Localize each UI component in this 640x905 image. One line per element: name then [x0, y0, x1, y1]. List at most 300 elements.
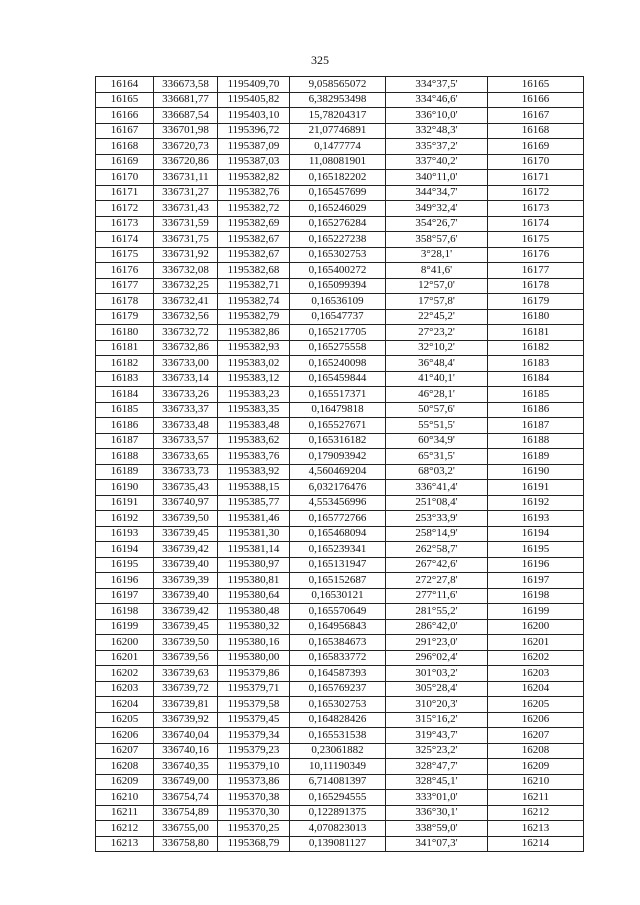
cell-x-coordinate: 336740,04 — [154, 728, 218, 744]
cell-next-point-number: 16173 — [488, 201, 584, 217]
cell-point-number: 16188 — [96, 449, 154, 465]
cell-direction-angle: 354°26,7' — [386, 216, 488, 232]
cell-x-coordinate: 336739,40 — [154, 557, 218, 573]
table-row — [96, 790, 584, 806]
cell-direction-angle: 286°42,0' — [386, 619, 488, 635]
cell-x-coordinate: 336732,72 — [154, 325, 218, 341]
table-row — [96, 526, 584, 542]
cell-y-coordinate: 1195380,97 — [218, 557, 290, 573]
cell-distance: 0,165275558 — [290, 340, 386, 356]
cell-y-coordinate: 1195380,32 — [218, 619, 290, 635]
cell-next-point-number: 16166 — [488, 92, 584, 108]
cell-direction-angle: 46°28,1' — [386, 387, 488, 403]
cell-direction-angle: 262°58,7' — [386, 542, 488, 558]
cell-next-point-number: 16180 — [488, 309, 584, 325]
cell-y-coordinate: 1195379,10 — [218, 759, 290, 775]
cell-point-number: 16167 — [96, 123, 154, 139]
cell-x-coordinate: 336739,63 — [154, 666, 218, 682]
cell-direction-angle: 328°45,1' — [386, 774, 488, 790]
cell-point-number: 16211 — [96, 805, 154, 821]
coordinates-table-body — [96, 77, 584, 852]
cell-y-coordinate: 1195383,23 — [218, 387, 290, 403]
cell-x-coordinate: 336739,50 — [154, 635, 218, 651]
cell-direction-angle: 341°07,3' — [386, 836, 488, 852]
cell-x-coordinate: 336739,40 — [154, 588, 218, 604]
cell-y-coordinate: 1195382,79 — [218, 309, 290, 325]
cell-distance: 0,165531538 — [290, 728, 386, 744]
cell-next-point-number: 16184 — [488, 371, 584, 387]
cell-distance: 0,165302753 — [290, 697, 386, 713]
cell-direction-angle: 336°10,0' — [386, 108, 488, 124]
cell-direction-angle: 55°51,5' — [386, 418, 488, 434]
cell-distance: 0,139081127 — [290, 836, 386, 852]
cell-y-coordinate: 1195370,38 — [218, 790, 290, 806]
table-row — [96, 139, 584, 155]
cell-next-point-number: 16167 — [488, 108, 584, 124]
cell-point-number: 16212 — [96, 821, 154, 837]
cell-next-point-number: 16189 — [488, 449, 584, 465]
cell-y-coordinate: 1195370,25 — [218, 821, 290, 837]
table-row — [96, 340, 584, 356]
cell-direction-angle: 305°28,4' — [386, 681, 488, 697]
cell-next-point-number: 16202 — [488, 650, 584, 666]
cell-direction-angle: 291°23,0' — [386, 635, 488, 651]
cell-y-coordinate: 1195387,09 — [218, 139, 290, 155]
cell-direction-angle: 17°57,8' — [386, 294, 488, 310]
cell-next-point-number: 16210 — [488, 774, 584, 790]
table-row — [96, 201, 584, 217]
cell-point-number: 16170 — [96, 170, 154, 186]
table-row — [96, 247, 584, 263]
cell-x-coordinate: 336740,16 — [154, 743, 218, 759]
cell-x-coordinate: 336733,57 — [154, 433, 218, 449]
cell-next-point-number: 16182 — [488, 340, 584, 356]
cell-y-coordinate: 1195380,64 — [218, 588, 290, 604]
cell-direction-angle: 333°01,0' — [386, 790, 488, 806]
cell-distance: 0,165769237 — [290, 681, 386, 697]
cell-direction-angle: 296°02,4' — [386, 650, 488, 666]
cell-direction-angle: 310°20,3' — [386, 697, 488, 713]
cell-point-number: 16183 — [96, 371, 154, 387]
cell-point-number: 16209 — [96, 774, 154, 790]
cell-direction-angle: 344°34,7' — [386, 185, 488, 201]
cell-y-coordinate: 1195382,71 — [218, 278, 290, 294]
cell-x-coordinate: 336732,41 — [154, 294, 218, 310]
cell-y-coordinate: 1195382,82 — [218, 170, 290, 186]
cell-next-point-number: 16198 — [488, 588, 584, 604]
table-row — [96, 92, 584, 108]
table-row — [96, 356, 584, 372]
cell-direction-angle: 8°41,6' — [386, 263, 488, 279]
cell-direction-angle: 301°03,2' — [386, 666, 488, 682]
cell-x-coordinate: 336720,86 — [154, 154, 218, 170]
table-row — [96, 371, 584, 387]
cell-distance: 0,164956843 — [290, 619, 386, 635]
cell-x-coordinate: 336731,11 — [154, 170, 218, 186]
cell-distance: 0,179093942 — [290, 449, 386, 465]
cell-next-point-number: 16188 — [488, 433, 584, 449]
cell-point-number: 16196 — [96, 573, 154, 589]
cell-next-point-number: 16207 — [488, 728, 584, 744]
cell-point-number: 16185 — [96, 402, 154, 418]
cell-distance: 6,032176476 — [290, 480, 386, 496]
cell-distance: 10,11190349 — [290, 759, 386, 775]
cell-distance: 0,165457699 — [290, 185, 386, 201]
cell-point-number: 16173 — [96, 216, 154, 232]
table-row — [96, 216, 584, 232]
cell-point-number: 16186 — [96, 418, 154, 434]
cell-y-coordinate: 1195379,34 — [218, 728, 290, 744]
cell-x-coordinate: 336739,42 — [154, 604, 218, 620]
cell-point-number: 16165 — [96, 92, 154, 108]
cell-x-coordinate: 336749,00 — [154, 774, 218, 790]
cell-x-coordinate: 336739,45 — [154, 619, 218, 635]
cell-y-coordinate: 1195385,77 — [218, 495, 290, 511]
cell-y-coordinate: 1195382,86 — [218, 325, 290, 341]
cell-y-coordinate: 1195368,79 — [218, 836, 290, 852]
cell-distance: 21,07746891 — [290, 123, 386, 139]
cell-next-point-number: 16191 — [488, 480, 584, 496]
table-row — [96, 619, 584, 635]
cell-direction-angle: 337°40,2' — [386, 154, 488, 170]
cell-point-number: 16187 — [96, 433, 154, 449]
cell-x-coordinate: 336739,81 — [154, 697, 218, 713]
table-row — [96, 464, 584, 480]
cell-y-coordinate: 1195382,76 — [218, 185, 290, 201]
cell-next-point-number: 16209 — [488, 759, 584, 775]
cell-point-number: 16199 — [96, 619, 154, 635]
table-row — [96, 185, 584, 201]
table-row — [96, 650, 584, 666]
table-row — [96, 836, 584, 852]
cell-distance: 0,165182202 — [290, 170, 386, 186]
cell-distance: 0,165316182 — [290, 433, 386, 449]
cell-distance: 0,165459844 — [290, 371, 386, 387]
cell-next-point-number: 16181 — [488, 325, 584, 341]
cell-distance: 0,165239341 — [290, 542, 386, 558]
cell-direction-angle: 12°57,0' — [386, 278, 488, 294]
cell-x-coordinate: 336739,56 — [154, 650, 218, 666]
cell-distance: 0,23061882 — [290, 743, 386, 759]
cell-y-coordinate: 1195383,12 — [218, 371, 290, 387]
table-row — [96, 557, 584, 573]
cell-point-number: 16191 — [96, 495, 154, 511]
cell-next-point-number: 16169 — [488, 139, 584, 155]
cell-direction-angle: 336°41,4' — [386, 480, 488, 496]
cell-distance: 0,165131947 — [290, 557, 386, 573]
cell-next-point-number: 16197 — [488, 573, 584, 589]
cell-x-coordinate: 336758,80 — [154, 836, 218, 852]
cell-point-number: 16182 — [96, 356, 154, 372]
cell-distance: 0,165294555 — [290, 790, 386, 806]
cell-x-coordinate: 336732,25 — [154, 278, 218, 294]
cell-next-point-number: 16214 — [488, 836, 584, 852]
cell-next-point-number: 16200 — [488, 619, 584, 635]
cell-distance: 0,165217705 — [290, 325, 386, 341]
cell-next-point-number: 16171 — [488, 170, 584, 186]
cell-x-coordinate: 336733,14 — [154, 371, 218, 387]
cell-y-coordinate: 1195380,00 — [218, 650, 290, 666]
cell-next-point-number: 16170 — [488, 154, 584, 170]
cell-point-number: 16171 — [96, 185, 154, 201]
table-row — [96, 712, 584, 728]
cell-x-coordinate: 336740,35 — [154, 759, 218, 775]
cell-next-point-number: 16192 — [488, 495, 584, 511]
table-row — [96, 743, 584, 759]
cell-y-coordinate: 1195379,71 — [218, 681, 290, 697]
cell-x-coordinate: 336739,50 — [154, 511, 218, 527]
cell-x-coordinate: 336735,43 — [154, 480, 218, 496]
cell-y-coordinate: 1195380,81 — [218, 573, 290, 589]
cell-x-coordinate: 336731,75 — [154, 232, 218, 248]
cell-distance: 4,070823013 — [290, 821, 386, 837]
cell-direction-angle: 272°27,8' — [386, 573, 488, 589]
cell-distance: 0,122891375 — [290, 805, 386, 821]
cell-point-number: 16178 — [96, 294, 154, 310]
cell-distance: 4,560469204 — [290, 464, 386, 480]
cell-distance: 0,16530121 — [290, 588, 386, 604]
table-row — [96, 635, 584, 651]
table-row — [96, 309, 584, 325]
cell-distance: 0,165227238 — [290, 232, 386, 248]
cell-point-number: 16164 — [96, 77, 154, 93]
cell-direction-angle: 325°23,2' — [386, 743, 488, 759]
page-number: 325 — [311, 53, 329, 67]
table-row — [96, 418, 584, 434]
table-row — [96, 573, 584, 589]
cell-x-coordinate: 336732,56 — [154, 309, 218, 325]
cell-direction-angle: 336°30,1' — [386, 805, 488, 821]
cell-distance: 0,16479818 — [290, 402, 386, 418]
cell-next-point-number: 16179 — [488, 294, 584, 310]
cell-distance: 4,553456996 — [290, 495, 386, 511]
cell-x-coordinate: 336732,86 — [154, 340, 218, 356]
cell-y-coordinate: 1195383,02 — [218, 356, 290, 372]
cell-direction-angle: 334°37,5' — [386, 77, 488, 93]
coordinates-table — [95, 76, 584, 852]
cell-next-point-number: 16185 — [488, 387, 584, 403]
cell-direction-angle: 65°31,5' — [386, 449, 488, 465]
cell-direction-angle: 334°46,6' — [386, 92, 488, 108]
cell-distance: 0,164828426 — [290, 712, 386, 728]
cell-x-coordinate: 336754,89 — [154, 805, 218, 821]
cell-point-number: 16205 — [96, 712, 154, 728]
cell-y-coordinate: 1195382,72 — [218, 201, 290, 217]
table-row — [96, 108, 584, 124]
cell-point-number: 16206 — [96, 728, 154, 744]
cell-direction-angle: 281°55,2' — [386, 604, 488, 620]
table-row — [96, 325, 584, 341]
cell-y-coordinate: 1195373,86 — [218, 774, 290, 790]
cell-direction-angle: 253°33,9' — [386, 511, 488, 527]
cell-direction-angle: 319°43,7' — [386, 728, 488, 744]
table-row — [96, 542, 584, 558]
cell-next-point-number: 16196 — [488, 557, 584, 573]
cell-direction-angle: 338°59,0' — [386, 821, 488, 837]
cell-x-coordinate: 336701,98 — [154, 123, 218, 139]
cell-point-number: 16208 — [96, 759, 154, 775]
cell-point-number: 16168 — [96, 139, 154, 155]
cell-x-coordinate: 336681,77 — [154, 92, 218, 108]
cell-next-point-number: 16175 — [488, 232, 584, 248]
cell-point-number: 16177 — [96, 278, 154, 294]
cell-direction-angle: 332°48,3' — [386, 123, 488, 139]
cell-y-coordinate: 1195383,62 — [218, 433, 290, 449]
cell-x-coordinate: 336731,59 — [154, 216, 218, 232]
cell-point-number: 16200 — [96, 635, 154, 651]
cell-y-coordinate: 1195383,76 — [218, 449, 290, 465]
cell-point-number: 16189 — [96, 464, 154, 480]
cell-point-number: 16175 — [96, 247, 154, 263]
cell-x-coordinate: 336739,72 — [154, 681, 218, 697]
cell-y-coordinate: 1195405,82 — [218, 92, 290, 108]
cell-x-coordinate: 336732,08 — [154, 263, 218, 279]
cell-direction-angle: 267°42,6' — [386, 557, 488, 573]
cell-y-coordinate: 1195383,92 — [218, 464, 290, 480]
cell-direction-angle: 335°37,2' — [386, 139, 488, 155]
cell-direction-angle: 32°10,2' — [386, 340, 488, 356]
table-row — [96, 511, 584, 527]
cell-distance: 0,165570649 — [290, 604, 386, 620]
cell-distance: 0,165468094 — [290, 526, 386, 542]
cell-y-coordinate: 1195382,67 — [218, 247, 290, 263]
cell-x-coordinate: 336733,26 — [154, 387, 218, 403]
table-row — [96, 774, 584, 790]
cell-distance: 0,16547737 — [290, 309, 386, 325]
cell-point-number: 16184 — [96, 387, 154, 403]
cell-distance: 0,165152687 — [290, 573, 386, 589]
cell-y-coordinate: 1195382,69 — [218, 216, 290, 232]
cell-next-point-number: 16165 — [488, 77, 584, 93]
cell-point-number: 16210 — [96, 790, 154, 806]
cell-x-coordinate: 336754,74 — [154, 790, 218, 806]
cell-next-point-number: 16174 — [488, 216, 584, 232]
cell-distance: 0,165240098 — [290, 356, 386, 372]
table-row — [96, 77, 584, 93]
cell-direction-angle: 358°57,6' — [386, 232, 488, 248]
cell-y-coordinate: 1195379,58 — [218, 697, 290, 713]
table-row — [96, 480, 584, 496]
cell-point-number: 16176 — [96, 263, 154, 279]
table-row — [96, 681, 584, 697]
cell-x-coordinate: 336733,73 — [154, 464, 218, 480]
table-row — [96, 759, 584, 775]
cell-y-coordinate: 1195381,14 — [218, 542, 290, 558]
cell-next-point-number: 16190 — [488, 464, 584, 480]
cell-point-number: 16204 — [96, 697, 154, 713]
cell-next-point-number: 16195 — [488, 542, 584, 558]
cell-direction-angle: 27°23,2' — [386, 325, 488, 341]
cell-y-coordinate: 1195396,72 — [218, 123, 290, 139]
cell-y-coordinate: 1195383,35 — [218, 402, 290, 418]
table-row — [96, 263, 584, 279]
cell-next-point-number: 16183 — [488, 356, 584, 372]
cell-next-point-number: 16178 — [488, 278, 584, 294]
cell-next-point-number: 16203 — [488, 666, 584, 682]
cell-y-coordinate: 1195383,48 — [218, 418, 290, 434]
cell-next-point-number: 16187 — [488, 418, 584, 434]
cell-x-coordinate: 336733,65 — [154, 449, 218, 465]
cell-direction-angle: 22°45,2' — [386, 309, 488, 325]
cell-point-number: 16169 — [96, 154, 154, 170]
table-row — [96, 666, 584, 682]
cell-distance: 9,058565072 — [290, 77, 386, 93]
cell-direction-angle: 349°32,4' — [386, 201, 488, 217]
cell-point-number: 16213 — [96, 836, 154, 852]
cell-x-coordinate: 336739,45 — [154, 526, 218, 542]
cell-distance: 6,382953498 — [290, 92, 386, 108]
cell-x-coordinate: 336731,92 — [154, 247, 218, 263]
cell-point-number: 16181 — [96, 340, 154, 356]
cell-distance: 0,16536109 — [290, 294, 386, 310]
cell-y-coordinate: 1195370,30 — [218, 805, 290, 821]
cell-distance: 0,165099394 — [290, 278, 386, 294]
cell-direction-angle: 68°03,2' — [386, 464, 488, 480]
cell-point-number: 16192 — [96, 511, 154, 527]
cell-point-number: 16193 — [96, 526, 154, 542]
cell-direction-angle: 60°34,9' — [386, 433, 488, 449]
table-row — [96, 154, 584, 170]
cell-y-coordinate: 1195381,30 — [218, 526, 290, 542]
cell-next-point-number: 16208 — [488, 743, 584, 759]
table-row — [96, 170, 584, 186]
cell-distance: 0,165527671 — [290, 418, 386, 434]
cell-direction-angle: 328°47,7' — [386, 759, 488, 775]
cell-next-point-number: 16194 — [488, 526, 584, 542]
cell-next-point-number: 16212 — [488, 805, 584, 821]
cell-y-coordinate: 1195409,70 — [218, 77, 290, 93]
cell-distance: 0,165384673 — [290, 635, 386, 651]
cell-next-point-number: 16199 — [488, 604, 584, 620]
table-row — [96, 588, 584, 604]
cell-y-coordinate: 1195382,74 — [218, 294, 290, 310]
cell-x-coordinate: 336740,97 — [154, 495, 218, 511]
cell-y-coordinate: 1195379,23 — [218, 743, 290, 759]
cell-x-coordinate: 336733,00 — [154, 356, 218, 372]
cell-distance: 0,165400272 — [290, 263, 386, 279]
cell-x-coordinate: 336733,37 — [154, 402, 218, 418]
table-row — [96, 821, 584, 837]
table-row — [96, 728, 584, 744]
cell-next-point-number: 16172 — [488, 185, 584, 201]
table-row — [96, 402, 584, 418]
cell-direction-angle: 50°57,6' — [386, 402, 488, 418]
cell-point-number: 16180 — [96, 325, 154, 341]
table-row — [96, 278, 584, 294]
cell-point-number: 16198 — [96, 604, 154, 620]
cell-distance: 15,78204317 — [290, 108, 386, 124]
cell-point-number: 16166 — [96, 108, 154, 124]
cell-next-point-number: 16211 — [488, 790, 584, 806]
table-row — [96, 433, 584, 449]
cell-x-coordinate: 336733,48 — [154, 418, 218, 434]
cell-x-coordinate: 336755,00 — [154, 821, 218, 837]
table-row — [96, 123, 584, 139]
cell-point-number: 16194 — [96, 542, 154, 558]
cell-next-point-number: 16186 — [488, 402, 584, 418]
cell-y-coordinate: 1195403,10 — [218, 108, 290, 124]
cell-point-number: 16172 — [96, 201, 154, 217]
table-row — [96, 604, 584, 620]
cell-direction-angle: 258°14,9' — [386, 526, 488, 542]
cell-direction-angle: 315°16,2' — [386, 712, 488, 728]
cell-next-point-number: 16193 — [488, 511, 584, 527]
cell-distance: 6,714081397 — [290, 774, 386, 790]
cell-next-point-number: 16176 — [488, 247, 584, 263]
cell-direction-angle: 340°11,0' — [386, 170, 488, 186]
cell-next-point-number: 16205 — [488, 697, 584, 713]
cell-point-number: 16197 — [96, 588, 154, 604]
